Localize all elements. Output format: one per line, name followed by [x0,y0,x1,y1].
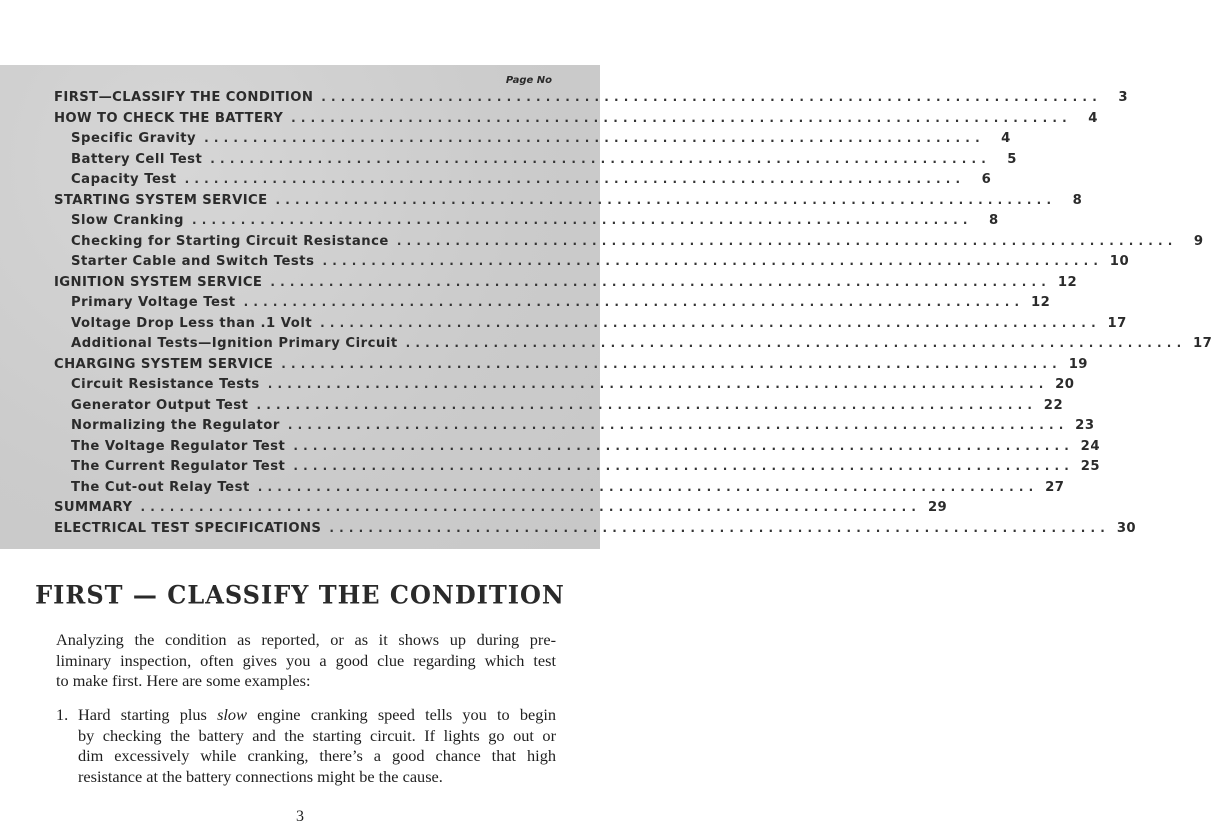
toc-entry-page: 5 [1007,151,1017,167]
emphasis-text: slow [217,705,247,724]
toc-entry-title: Slow Cranking [71,213,184,228]
toc-entry-page: 4 [1088,110,1098,126]
toc-entry-title: Primary Voltage Test [71,295,236,310]
page-number: 3 [296,808,304,825]
toc-entry-page: 17 [1192,336,1212,351]
list-item-number: 1. [56,705,69,724]
toc-entry[interactable] [54,397,1064,419]
toc-entry-page: 22 [1043,397,1064,413]
toc-entry-page: 30 [1116,520,1136,536]
table-of-contents [54,90,1212,541]
dot-leader: ................................................................................ [257,479,1039,494]
toc-entry-title: STARTING SYSTEM SERVICE [54,192,268,208]
toc-entry-page: 12 [1030,295,1051,310]
toc-entry-page: 25 [1080,459,1101,474]
toc-entry[interactable] [54,233,1204,255]
toc-entry-page: 12 [1057,274,1078,290]
dot-leader: ................................................................................ [320,315,1101,330]
toc-entry[interactable] [54,520,1136,542]
toc-entry[interactable] [54,377,1075,398]
dot-leader: ................................................................................ [256,397,1038,412]
toc-entry-title: Circuit Resistance Tests [71,377,260,392]
dot-leader: ................................................................................ [210,151,991,166]
section-title: FIRST — CLASSIFY THE CONDITION [35,579,565,610]
toc-entry-title: CHARGING SYSTEM SERVICE [54,356,274,372]
toc-entry-title: IGNITION SYSTEM SERVICE [54,274,263,290]
toc-entry-title: ELECTRICAL TEST SPECIFICATIONS [54,520,322,536]
toc-entry[interactable] [54,151,1017,173]
dot-leader: ................................................................................ [291,110,1072,125]
toc-entry-title: Normalizing the Regulator [71,418,280,433]
example-list-item [56,705,556,787]
dot-leader: ................................................................................ [191,213,973,227]
toc-entry[interactable] [54,356,1088,378]
toc-entry[interactable] [54,213,999,234]
toc-entry[interactable] [54,438,1100,460]
dot-leader: ................................................................................ [267,377,1049,391]
dot-leader: ................................................................................ [281,356,1062,371]
dot-leader: ................................................................................ [140,500,922,514]
toc-entry[interactable] [54,110,1098,132]
toc-entry-page: 10 [1109,254,1130,269]
list-line: by checking the battery and the starting circuit. If lights go out or [78,725,556,745]
toc-entry-title: Specific Gravity [71,131,197,146]
dot-leader: ................................................................................ [204,131,985,145]
toc-entry[interactable] [54,192,1083,214]
toc-entry-page: 23 [1075,418,1095,433]
toc-entry[interactable] [54,336,1212,357]
dot-leader: ................................................................................ [321,90,1102,104]
toc-entry-page: 24 [1080,438,1100,454]
list-line [78,705,556,726]
toc-entry-page: 20 [1055,377,1075,392]
toc-entry-page: 29 [927,500,948,515]
toc-entry-page: 4 [1001,131,1011,146]
toc-entry[interactable] [54,315,1127,337]
toc-entry-title: HOW TO CHECK THE BATTERY [54,110,284,126]
toc-entry-title: FIRST—CLASSIFY THE CONDITION [54,90,314,105]
dot-leader: ................................................................................ [270,274,1052,289]
intro-paragraph [56,630,556,692]
toc-entry-title: Battery Cell Test [71,151,203,167]
toc-entry[interactable] [54,295,1051,316]
page-number-column-header: Page No [505,75,552,86]
toc-entry-page: 8 [988,213,999,228]
toc-entry[interactable] [54,90,1128,111]
toc-entry-title: The Voltage Regulator Test [71,438,286,454]
dot-leader: ................................................................................ [405,336,1187,350]
toc-entry-title: SUMMARY [54,500,133,515]
toc-entry-title: Checking for Starting Circuit Resistance [71,233,389,249]
list-line-text: engine cranking speed tells you to begin [246,705,557,724]
toc-entry[interactable] [54,172,992,193]
list-line: resistance at the battery connections might be the cause. [78,766,443,786]
intro-line: liminary inspection, often gives you a good clue regarding which test [56,650,556,670]
toc-entry[interactable] [54,479,1065,501]
toc-entry-page: 27 [1045,479,1065,495]
intro-line: to make first. Here are some examples: [56,671,311,691]
toc-entry-title: The Current Regulator Test [71,459,286,474]
dot-leader: ................................................................................ [396,233,1178,248]
list-item-body [78,705,556,787]
toc-entry-title: Starter Cable and Switch Tests [71,254,315,269]
toc-entry[interactable] [54,254,1130,275]
toc-entry-page: 19 [1068,356,1088,372]
dot-leader: ................................................................................ [293,459,1075,473]
dot-leader: ................................................................................ [243,295,1025,309]
toc-entry-page: 8 [1072,192,1083,208]
toc-entry-title: The Cut-out Relay Test [71,479,250,495]
dot-leader: ................................................................................ [329,520,1110,535]
dot-leader: ................................................................................ [293,438,1074,453]
toc-entry[interactable] [54,500,948,521]
toc-entry-title: Capacity Test [71,172,177,187]
toc-entry-title: Voltage Drop Less than .1 Volt [71,315,313,331]
toc-entry-title: Additional Tests—Ignition Primary Circuit [71,336,398,351]
toc-entry-title: Generator Output Test [71,397,249,413]
toc-entry-page: 9 [1193,233,1204,249]
toc-entry-page: 6 [981,172,992,187]
toc-entry[interactable] [54,274,1078,296]
intro-line: Analyzing the condition as reported, or as it shows up during pre- [56,630,556,649]
toc-entry[interactable] [54,131,1011,152]
toc-entry-page: 17 [1107,315,1127,331]
dot-leader: ................................................................................ [322,254,1104,268]
toc-entry-page: 3 [1118,90,1128,105]
toc-entry[interactable] [54,418,1095,439]
toc-entry[interactable] [54,459,1101,480]
list-line: dim excessively while cranking, there’s a good chance that high [78,746,556,766]
dot-leader: ................................................................................ [275,192,1057,207]
list-line-text: Hard starting plus [78,705,218,724]
dot-leader: ................................................................................ [287,418,1069,432]
dot-leader: ................................................................................ [184,172,966,186]
